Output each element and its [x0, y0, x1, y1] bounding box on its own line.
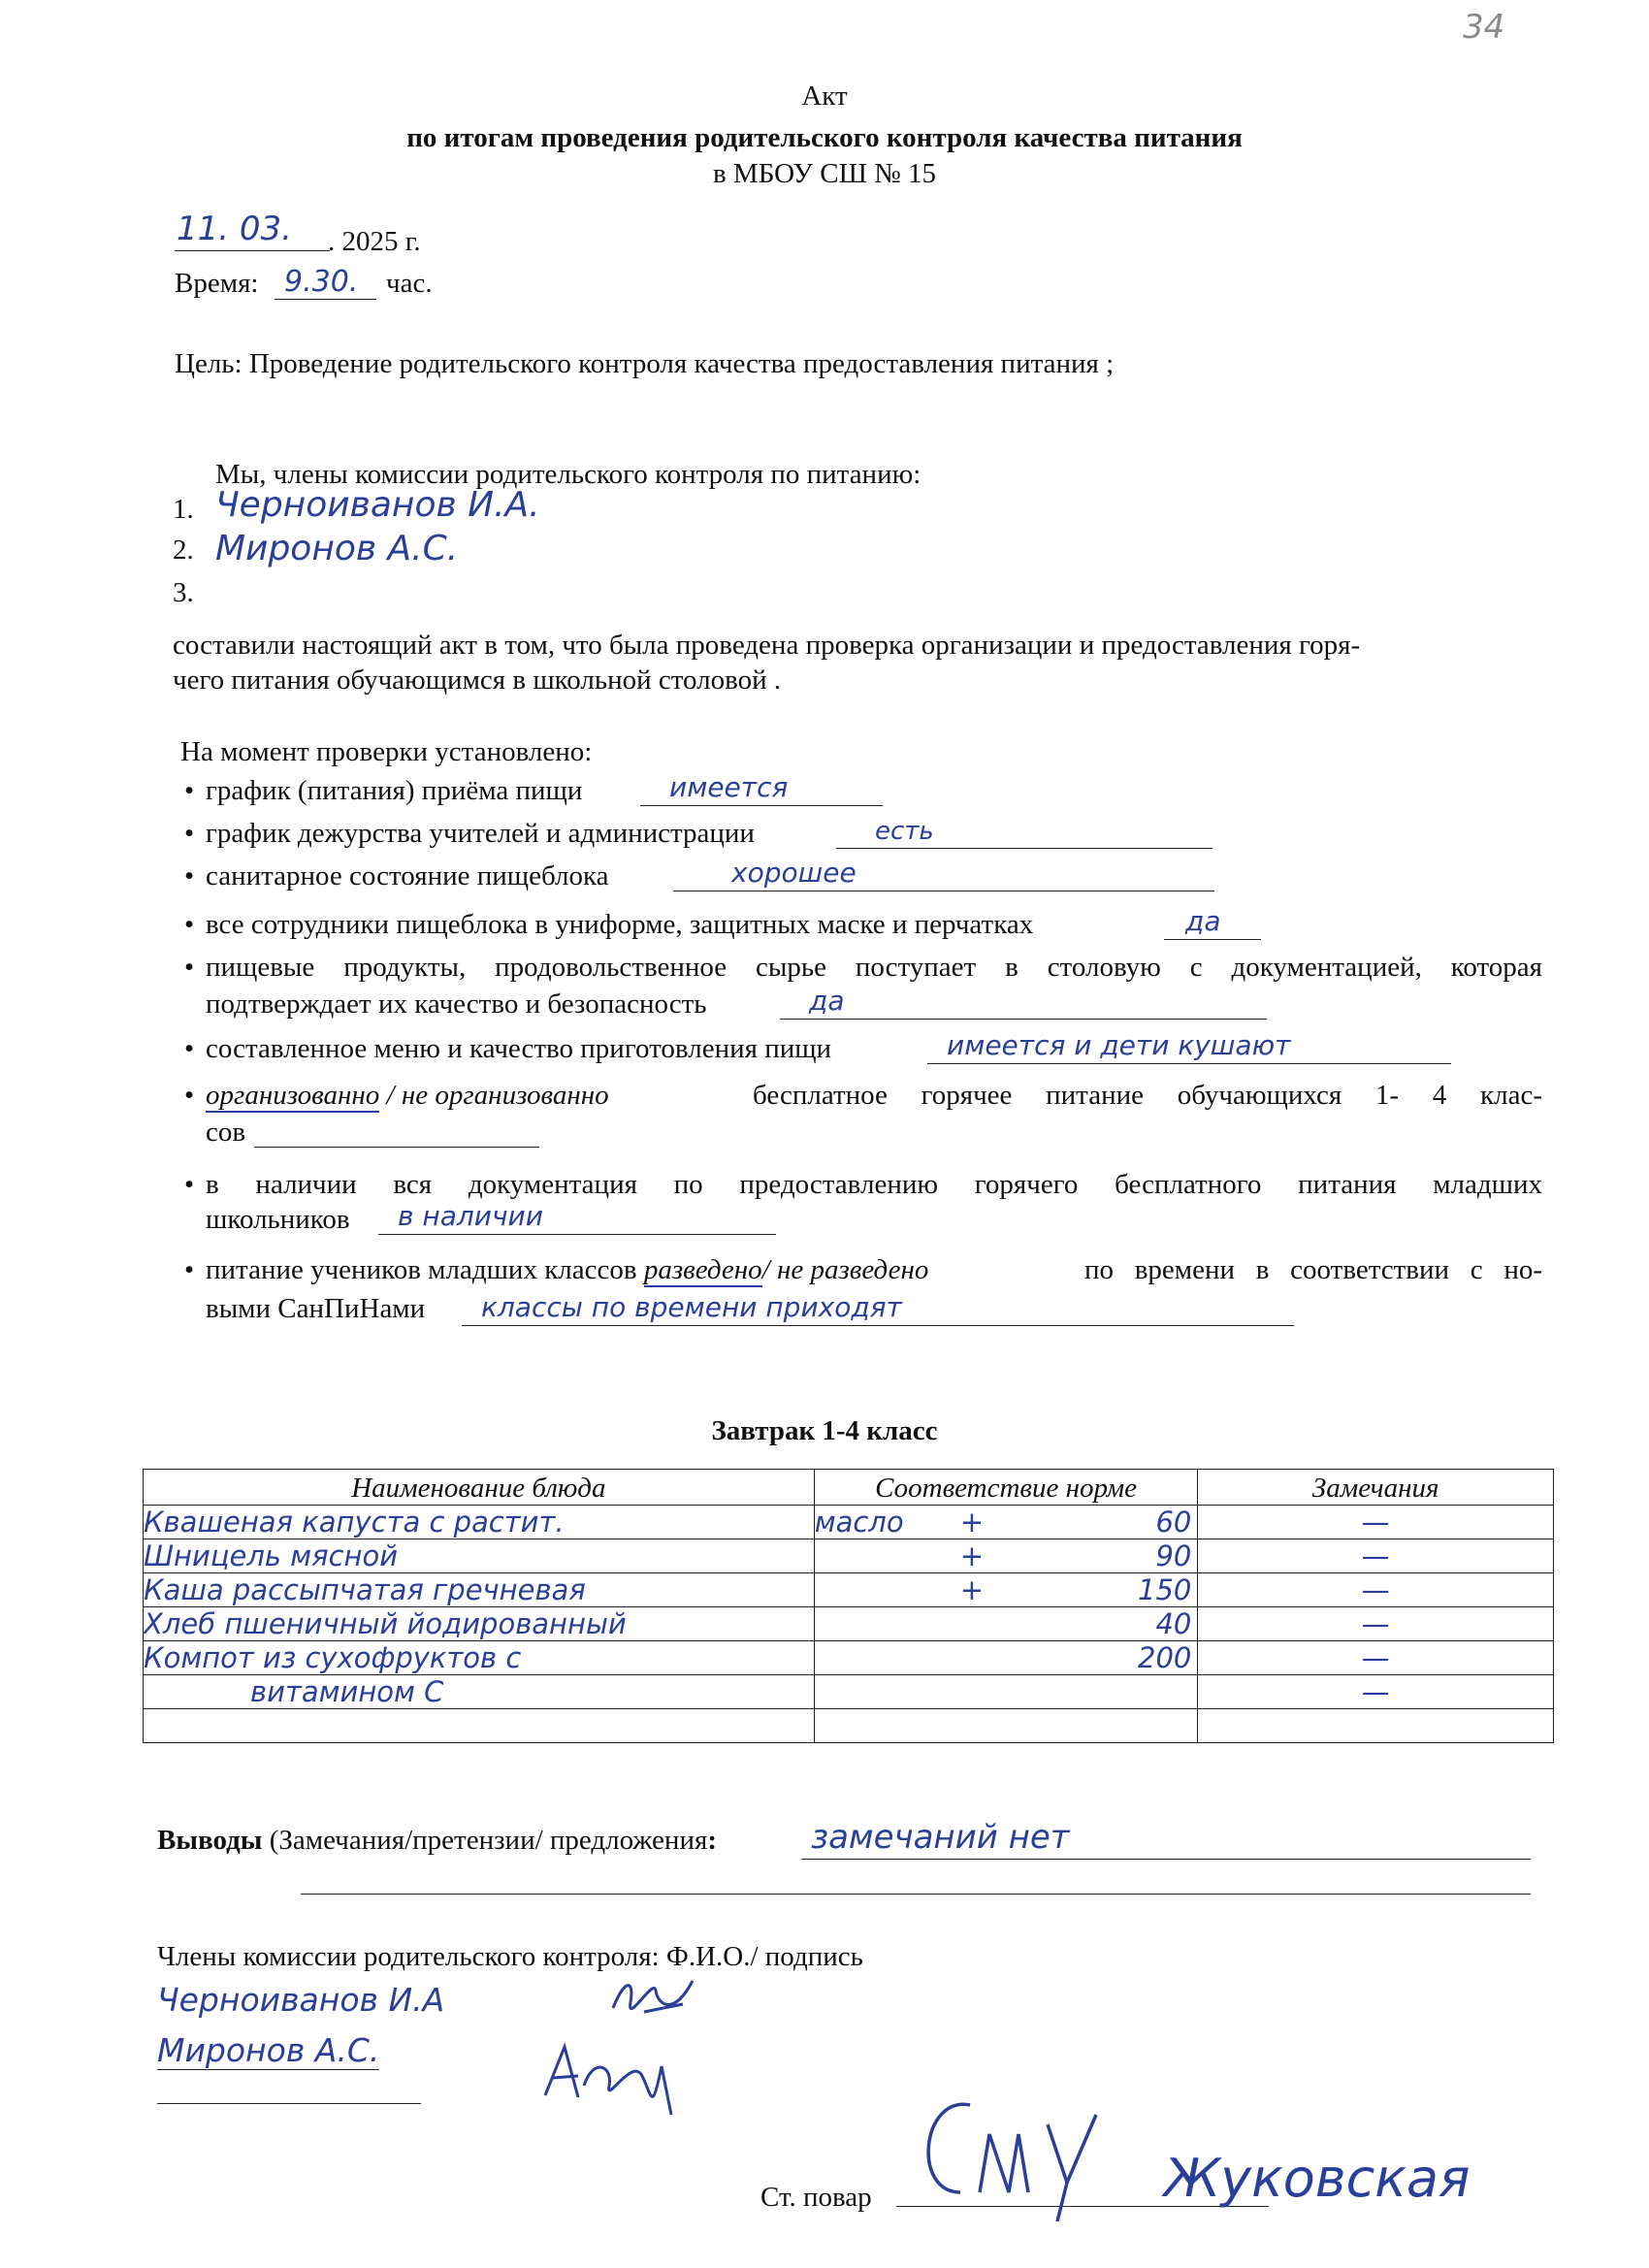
norm-cell [814, 1573, 1198, 1607]
dish-cell: Квашеная капуста с растит. [144, 1506, 815, 1539]
member-1-signature [605, 1969, 712, 2032]
member-2-signature [535, 2027, 710, 2129]
norm-plus: + [959, 1573, 984, 1606]
option-separated: разведено [643, 1254, 762, 1285]
norm-amount: 60 [1155, 1506, 1192, 1539]
member-2-num: 2. [173, 535, 194, 566]
finding-products-field [780, 986, 1267, 1020]
header-dish: Наименование блюда [144, 1470, 815, 1506]
date-year: . 2025 г. [328, 226, 421, 257]
finding-separation-line-1 [206, 1253, 928, 1286]
remark-cell: — [1198, 1506, 1554, 1539]
header-remarks: Замечания [1198, 1470, 1554, 1506]
dish-cell [144, 1709, 815, 1743]
finding-schedule-label: • график (питания) приёма пищи [206, 774, 582, 807]
conclusions-handwritten: замечаний нет [811, 1818, 1070, 1857]
finding-products-line-1: • пищевые продукты, продовольственное сырье поступает в столовую с документацией, которая [206, 951, 1542, 984]
header-norm: Соответствие норме [814, 1470, 1198, 1506]
option-organized: организованно [206, 1080, 380, 1111]
finding-documentation-field [378, 1201, 776, 1235]
option-not-separated: не разведено [776, 1254, 929, 1285]
member-2-handwritten: Миронов А.С. [215, 529, 459, 568]
remark-cell: — [1198, 1607, 1554, 1641]
norm-cell [814, 1539, 1198, 1573]
findings-intro: На момент проверки установлено: [180, 736, 593, 767]
norm-cell [814, 1641, 1198, 1675]
dish-cell: Компот из сухофруктов с [144, 1641, 815, 1675]
member-1-signature-name: Черноиванов И.А [157, 1981, 445, 2019]
finding-duty-field [836, 815, 1212, 849]
date-handwritten: 11. 03. [177, 210, 292, 248]
finding-documentation-line-2: школьников [206, 1204, 350, 1235]
member-1-handwritten: Черноиванов И.А. [215, 485, 540, 525]
option-not-organized: не организованно [401, 1080, 609, 1111]
table-row [144, 1539, 1554, 1573]
finding-separation-rest: по времени в соответствии с но- [1084, 1254, 1542, 1285]
time-unit: час. [386, 268, 433, 299]
finding-documentation-line-1: • в наличии вся документация по предоставлению горячего бесплатного питания младших [206, 1168, 1542, 1201]
finding-free-meals-line-1 [206, 1079, 609, 1112]
finding-products-line-2: подтверждает их качество и безопасность [206, 988, 707, 1020]
finding-free-meals-line-2: сов [206, 1117, 246, 1148]
time-handwritten: 9.30. [284, 265, 359, 299]
remark-cell: — [1198, 1641, 1554, 1675]
finding-menu-field [927, 1030, 1451, 1064]
finding-sanitary-field [673, 858, 1214, 891]
conclusions-extra-line [301, 1894, 1531, 1895]
member-1-num: 1. [173, 494, 194, 525]
finding-free-meals-rest: бесплатное горячее питание обучающихся 1- 4 клас- [753, 1080, 1542, 1111]
school-name: в МБОУ СШ № 15 [712, 158, 937, 189]
table-row [144, 1675, 1554, 1709]
finding-uniform-field [1164, 906, 1261, 940]
meals-table [143, 1469, 1554, 1743]
page-number-handwritten: 34 [1463, 8, 1505, 47]
norm-amount: 150 [1138, 1573, 1192, 1606]
finding-products-handwritten: да [809, 985, 845, 1017]
separation-text-1: питание учеников младших классов [206, 1254, 637, 1285]
norm-cell [814, 1675, 1198, 1709]
chef-label: Ст. повар [760, 2182, 872, 2213]
dish-cell: Хлеб пшеничный йодированный [144, 1607, 815, 1641]
norm-cell [814, 1607, 1198, 1641]
remark-cell: — [1198, 1573, 1554, 1607]
option-separator: / [379, 1080, 402, 1111]
conclusions-field [801, 1818, 1531, 1860]
table-row [144, 1506, 1554, 1539]
finding-separation-field [462, 1292, 1294, 1326]
table-row [144, 1573, 1554, 1607]
date-field [175, 210, 330, 251]
remark-cell: — [1198, 1675, 1554, 1709]
finding-free-meals-field [254, 1114, 539, 1148]
goal-text: Цель: Проведение родительского контроля качества предоставления питания ; [175, 348, 1115, 379]
table-row [144, 1641, 1554, 1675]
dish-cell: Каша рассыпчатая гречневая [144, 1573, 815, 1607]
member-3-num: 3. [173, 577, 194, 608]
finding-menu-handwritten: имеется и дети кушают [947, 1029, 1291, 1061]
conclusions-colon: : [707, 1825, 717, 1856]
norm-cell [814, 1709, 1198, 1743]
table-header-row [144, 1470, 1554, 1506]
document-subtitle: по итогам проведения родительского контроля качества питания [406, 122, 1243, 153]
chef-signature-name: Жуковская [1164, 2148, 1471, 2209]
time-field [275, 264, 376, 300]
norm-plus: + [959, 1506, 984, 1539]
norm-plus: + [959, 1539, 984, 1572]
finding-documentation-handwritten: в наличии [398, 1200, 543, 1232]
finding-separation-handwritten: классы по времени приходят [481, 1291, 902, 1323]
conclusions-label-rest: (Замечания/претензии/ предложения [262, 1825, 708, 1856]
norm-amount: 90 [1155, 1539, 1192, 1572]
finding-schedule-handwritten: имеется [669, 771, 789, 803]
option-separator-2: / [761, 1254, 770, 1285]
dish-cell: Шницель мясной [144, 1539, 815, 1573]
dish-cell: витамином С [144, 1675, 815, 1709]
finding-duty-label: • график дежурства учителей и администрации [206, 817, 755, 850]
remark-cell [1198, 1709, 1554, 1743]
document-title: Акт [801, 81, 848, 112]
conclusions-label-bold: Выводы [157, 1825, 263, 1856]
finding-sanitary-label: • санитарное состояние пищеблока [206, 859, 609, 892]
norm-word: масло [814, 1506, 904, 1539]
member-2-signature-name: Миронов А.С. [157, 2031, 380, 2069]
finding-separation-line-2: выми СанПиНами [206, 1293, 426, 1324]
conclusions-label [157, 1824, 717, 1857]
member-3-signature-line [157, 2103, 421, 2104]
remark-cell: — [1198, 1539, 1554, 1573]
members-intro: Мы, члены комиссии родительского контроля по питанию: [215, 459, 922, 490]
finding-uniform-handwritten: да [1185, 905, 1221, 937]
finding-duty-handwritten: есть [875, 817, 934, 846]
norm-cell [814, 1506, 1198, 1539]
table-row [144, 1607, 1554, 1641]
statement-line-1: составили настоящий акт в том, что была проведена проверка организации и предоставления горя- [173, 630, 1361, 661]
table-caption: Завтрак 1-4 класс [711, 1415, 938, 1446]
chef-signature [902, 2086, 1154, 2226]
finding-schedule-field [640, 772, 883, 806]
signatures-label: Члены комиссии родительского контроля: Ф.И.О./ подпись [157, 1941, 863, 1972]
finding-sanitary-handwritten: хорошее [731, 857, 857, 889]
finding-menu-label: • составленное меню и качество приготовления пищи [206, 1032, 831, 1065]
norm-amount: 40 [1155, 1607, 1192, 1640]
time-label: Время: [175, 268, 259, 299]
table-row [144, 1709, 1554, 1743]
statement-line-2: чего питания обучающимся в школьной столовой . [173, 664, 782, 696]
norm-amount: 200 [1138, 1641, 1192, 1674]
finding-uniform-label: • все сотрудники пищеблока в униформе, защитных маске и перчатках [206, 908, 1033, 941]
